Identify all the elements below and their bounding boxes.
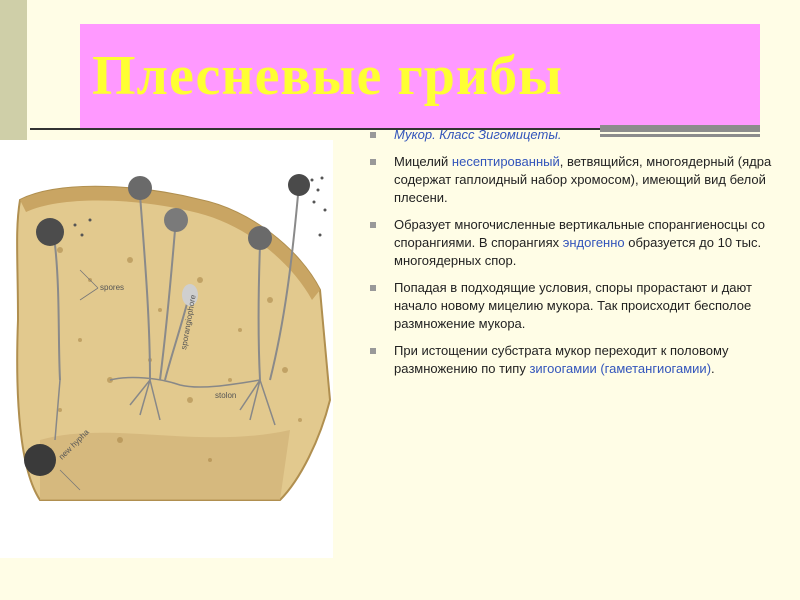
bullet-text: Попадая в подходящие условия, споры прорастают и дают начало новому мицелию мукора. Так происходит бесполое размножение мукора.	[394, 280, 752, 331]
bullet-marker	[370, 285, 376, 291]
label-stolon: stolon	[215, 391, 237, 400]
bullet-highlight: несептированный	[451, 154, 560, 169]
bullet-item	[370, 279, 790, 333]
bullet-text-post: .	[711, 361, 715, 376]
bullet-item	[370, 216, 790, 270]
sporangium	[128, 176, 152, 200]
bullet-item	[370, 342, 790, 378]
mucor-illustration	[0, 140, 333, 558]
bullet-marker	[370, 348, 376, 354]
sporangium	[36, 218, 64, 246]
bullet-text-post: образуется до 10 тыс. многоядерных спор.	[394, 235, 762, 268]
label-spores: spores	[100, 283, 125, 292]
left-decor-band	[0, 0, 27, 140]
bullet-list	[370, 126, 790, 387]
bullet-marker	[370, 159, 376, 165]
bullet-highlight: эндогенно	[562, 235, 625, 250]
mucor-drawing	[0, 140, 333, 558]
bullet-highlight: зигоогамии (гаметангиогамии)	[529, 361, 712, 376]
sporangium	[164, 208, 188, 232]
bullet-text-pre: Образует многочисленные вертикальные спорангиеносцы со спорангиями. В спорангиях	[394, 217, 765, 250]
bullet-text-pre: Мицелий	[394, 154, 452, 169]
bullet-text-pre: При истощении субстрата мукор переходит к половому размножению по типу	[394, 343, 729, 376]
sporangium	[288, 174, 310, 196]
bullet-text: Мукор. Класс Зигомицеты.	[394, 127, 562, 142]
bullet-item	[370, 153, 790, 207]
bullet-text-post: , ветвящийся, многоядерный (ядра содержат гаплоидный набор хромосом), имеющий вид белой плесени.	[394, 154, 772, 205]
label-sporangiophore: sporangiophore	[179, 294, 198, 351]
bullet-item	[370, 126, 790, 144]
label-new-hypha: new hypha	[57, 427, 91, 462]
sporangium	[248, 226, 272, 250]
slide-title: Плесневые грибы	[92, 45, 563, 107]
bullet-marker	[370, 132, 376, 138]
zygospore	[24, 444, 56, 476]
bullet-marker	[370, 222, 376, 228]
